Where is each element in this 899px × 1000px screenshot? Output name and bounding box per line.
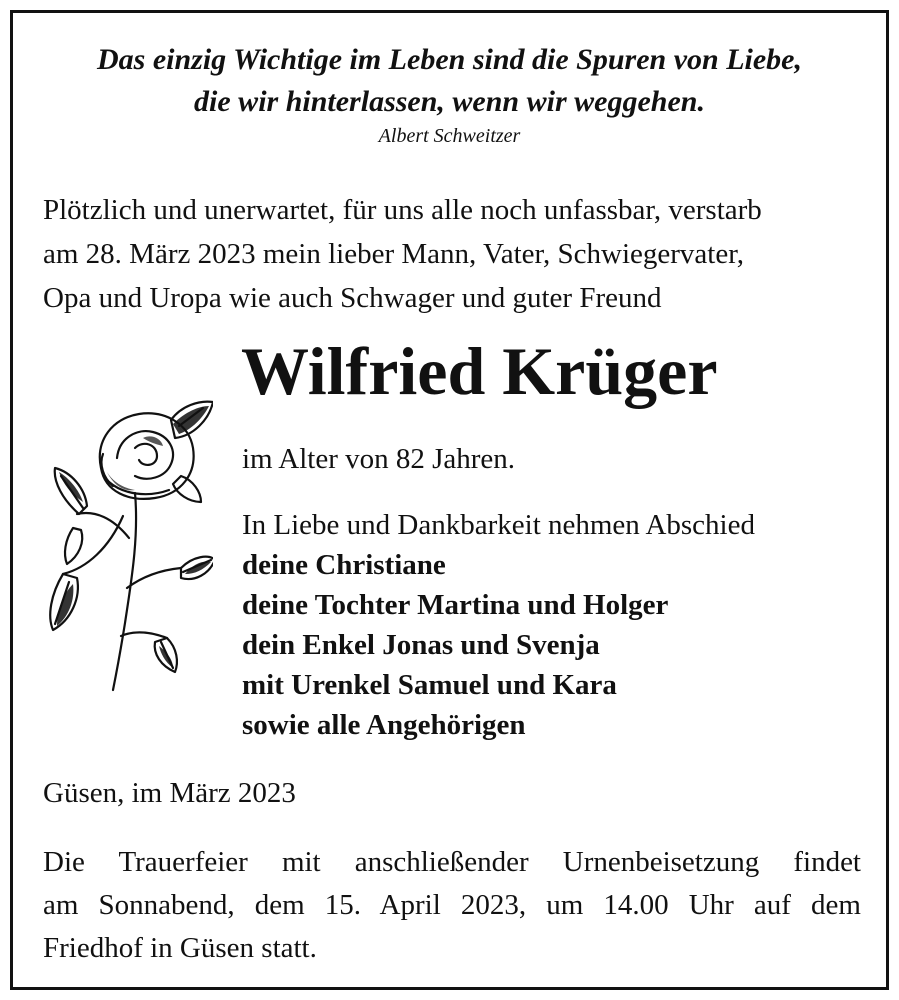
mourner-line: dein Enkel Jonas und Svenja: [242, 629, 600, 661]
announcement-line-3: Opa und Uropa wie auch Schwager und guter Freund: [43, 282, 662, 314]
obituary-notice: [10, 10, 889, 990]
announcement-line-1: Plötzlich und unerwartet, für uns alle noch unfassbar, verstarb: [43, 194, 762, 226]
quote-line-1: Das einzig Wichtige im Leben sind die Spuren von Liebe,: [96, 43, 802, 76]
quote: [13, 39, 886, 123]
quote-author: Albert Schweitzer: [378, 125, 521, 147]
mourner-line: sowie alle Angehörigen: [242, 709, 526, 741]
announcement-line-2: am 28. März 2023 mein lieber Mann, Vater, Schwiegervater,: [43, 238, 744, 270]
service-line-1: Die Trauerfeier mit anschließender Urnenbeisetzung findet: [43, 846, 861, 878]
announcement-text: [43, 188, 863, 320]
deceased-name: Wilfried Krüger: [241, 333, 718, 409]
farewell-intro: In Liebe und Dankbarkeit nehmen Abschied: [242, 509, 755, 541]
mourner-line: deine Christiane: [242, 549, 446, 581]
funeral-service-info: [43, 841, 861, 970]
place-date: Güsen, im März 2023: [43, 777, 296, 809]
service-line-3: Friedhof in Güsen statt.: [43, 932, 317, 964]
service-line-2: am Sonnabend, dem 15. April 2023, um 14.00 Uhr auf dem: [43, 889, 861, 921]
rose-icon: [43, 398, 213, 693]
mourner-line: deine Tochter Martina und Holger: [242, 589, 669, 621]
mourners-list: [242, 545, 668, 745]
mourner-line: mit Urenkel Samuel und Kara: [242, 669, 617, 701]
age-text: im Alter von 82 Jahren.: [242, 443, 516, 475]
quote-line-2: die wir hinterlassen, wenn wir weggehen.: [194, 85, 705, 118]
